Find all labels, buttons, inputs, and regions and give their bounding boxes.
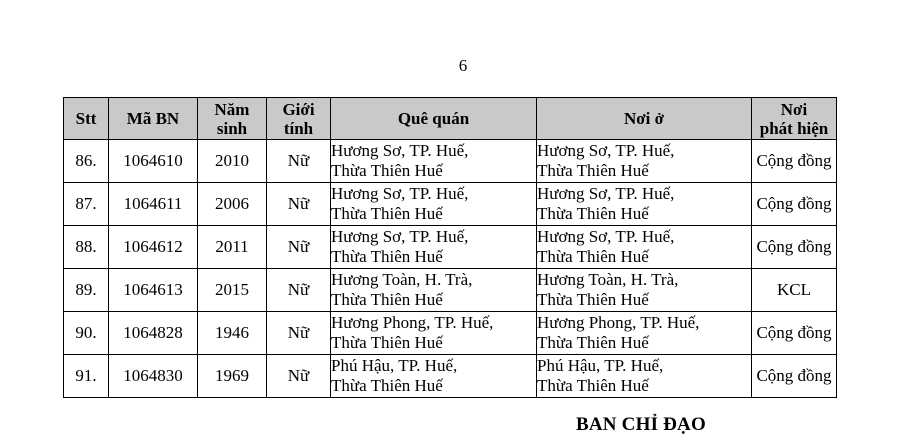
cell-stt: 87. — [64, 183, 109, 226]
page-number: 6 — [458, 56, 468, 75]
table-row — [64, 269, 837, 312]
cell-noi-o: Hương Sơ, TP. Huế, Thừa Thiên Huế — [537, 226, 752, 269]
table-header-row — [64, 98, 837, 140]
header-gioi-tinh-line2: tính — [283, 118, 314, 138]
header-gioi-tinh — [267, 98, 331, 140]
cell-que-quan: Hương Sơ, TP. Huế, Thừa Thiên Huế — [331, 183, 537, 226]
header-stt: Stt — [64, 98, 109, 140]
table-row — [64, 355, 837, 398]
header-nam-sinh-line2: sinh — [216, 118, 248, 138]
cell-noi-phat-hien: Cộng đồng — [752, 140, 837, 183]
header-noi-o: Nơi ở — [537, 98, 752, 140]
cell-stt: 91. — [64, 355, 109, 398]
cell-ma-bn: 1064610 — [109, 140, 198, 183]
cell-ma-bn: 1064611 — [109, 183, 198, 226]
cell-gioi-tinh: Nữ — [267, 183, 331, 226]
signature-heading: BAN CHỈ ĐẠO — [576, 414, 706, 435]
table-row — [64, 312, 837, 355]
header-que-quan: Quê quán — [331, 98, 537, 140]
header-noi-phat-hien-line1: Nơi — [780, 99, 808, 119]
cell-que-quan: Phú Hậu, TP. Huế, Thừa Thiên Huế — [331, 355, 537, 398]
header-nam-sinh — [198, 98, 267, 140]
cell-noi-o: Phú Hậu, TP. Huế, Thừa Thiên Huế — [537, 355, 752, 398]
table-row — [64, 183, 837, 226]
header-noi-phat-hien-line2: phát hiện — [759, 118, 829, 138]
cell-que-quan: Hương Toàn, H. Trà, Thừa Thiên Huế — [331, 269, 537, 312]
cell-gioi-tinh: Nữ — [267, 269, 331, 312]
cell-noi-o: Hương Sơ, TP. Huế, Thừa Thiên Huế — [537, 140, 752, 183]
cell-nam-sinh: 2015 — [198, 269, 267, 312]
cell-ma-bn: 1064830 — [109, 355, 198, 398]
cell-noi-phat-hien: Cộng đồng — [752, 355, 837, 398]
cell-gioi-tinh: Nữ — [267, 312, 331, 355]
cell-nam-sinh: 1969 — [198, 355, 267, 398]
cell-noi-phat-hien: Cộng đồng — [752, 312, 837, 355]
header-nam-sinh-line1: Năm — [214, 99, 250, 119]
table-row — [64, 226, 837, 269]
cell-noi-phat-hien: Cộng đồng — [752, 183, 837, 226]
cell-noi-o: Hương Phong, TP. Huế, Thừa Thiên Huế — [537, 312, 752, 355]
cell-nam-sinh: 2010 — [198, 140, 267, 183]
cell-noi-o: Hương Toàn, H. Trà, Thừa Thiên Huế — [537, 269, 752, 312]
patient-table — [63, 97, 837, 398]
cell-gioi-tinh: Nữ — [267, 140, 331, 183]
cell-stt: 88. — [64, 226, 109, 269]
header-noi-phat-hien — [752, 98, 837, 140]
table-row — [64, 140, 837, 183]
cell-que-quan: Hương Sơ, TP. Huế, Thừa Thiên Huế — [331, 140, 537, 183]
cell-stt: 89. — [64, 269, 109, 312]
cell-stt: 90. — [64, 312, 109, 355]
cell-gioi-tinh: Nữ — [267, 226, 331, 269]
header-gioi-tinh-line1: Giới — [282, 99, 315, 119]
cell-ma-bn: 1064613 — [109, 269, 198, 312]
cell-noi-phat-hien: KCL — [752, 269, 837, 312]
cell-ma-bn: 1064828 — [109, 312, 198, 355]
cell-stt: 86. — [64, 140, 109, 183]
cell-gioi-tinh: Nữ — [267, 355, 331, 398]
cell-nam-sinh: 2006 — [198, 183, 267, 226]
cell-nam-sinh: 2011 — [198, 226, 267, 269]
cell-noi-phat-hien: Cộng đồng — [752, 226, 837, 269]
cell-que-quan: Hương Phong, TP. Huế, Thừa Thiên Huế — [331, 312, 537, 355]
cell-nam-sinh: 1946 — [198, 312, 267, 355]
cell-ma-bn: 1064612 — [109, 226, 198, 269]
cell-que-quan: Hương Sơ, TP. Huế, Thừa Thiên Huế — [331, 226, 537, 269]
cell-noi-o: Hương Sơ, TP. Huế, Thừa Thiên Huế — [537, 183, 752, 226]
header-ma-bn: Mã BN — [109, 98, 198, 140]
